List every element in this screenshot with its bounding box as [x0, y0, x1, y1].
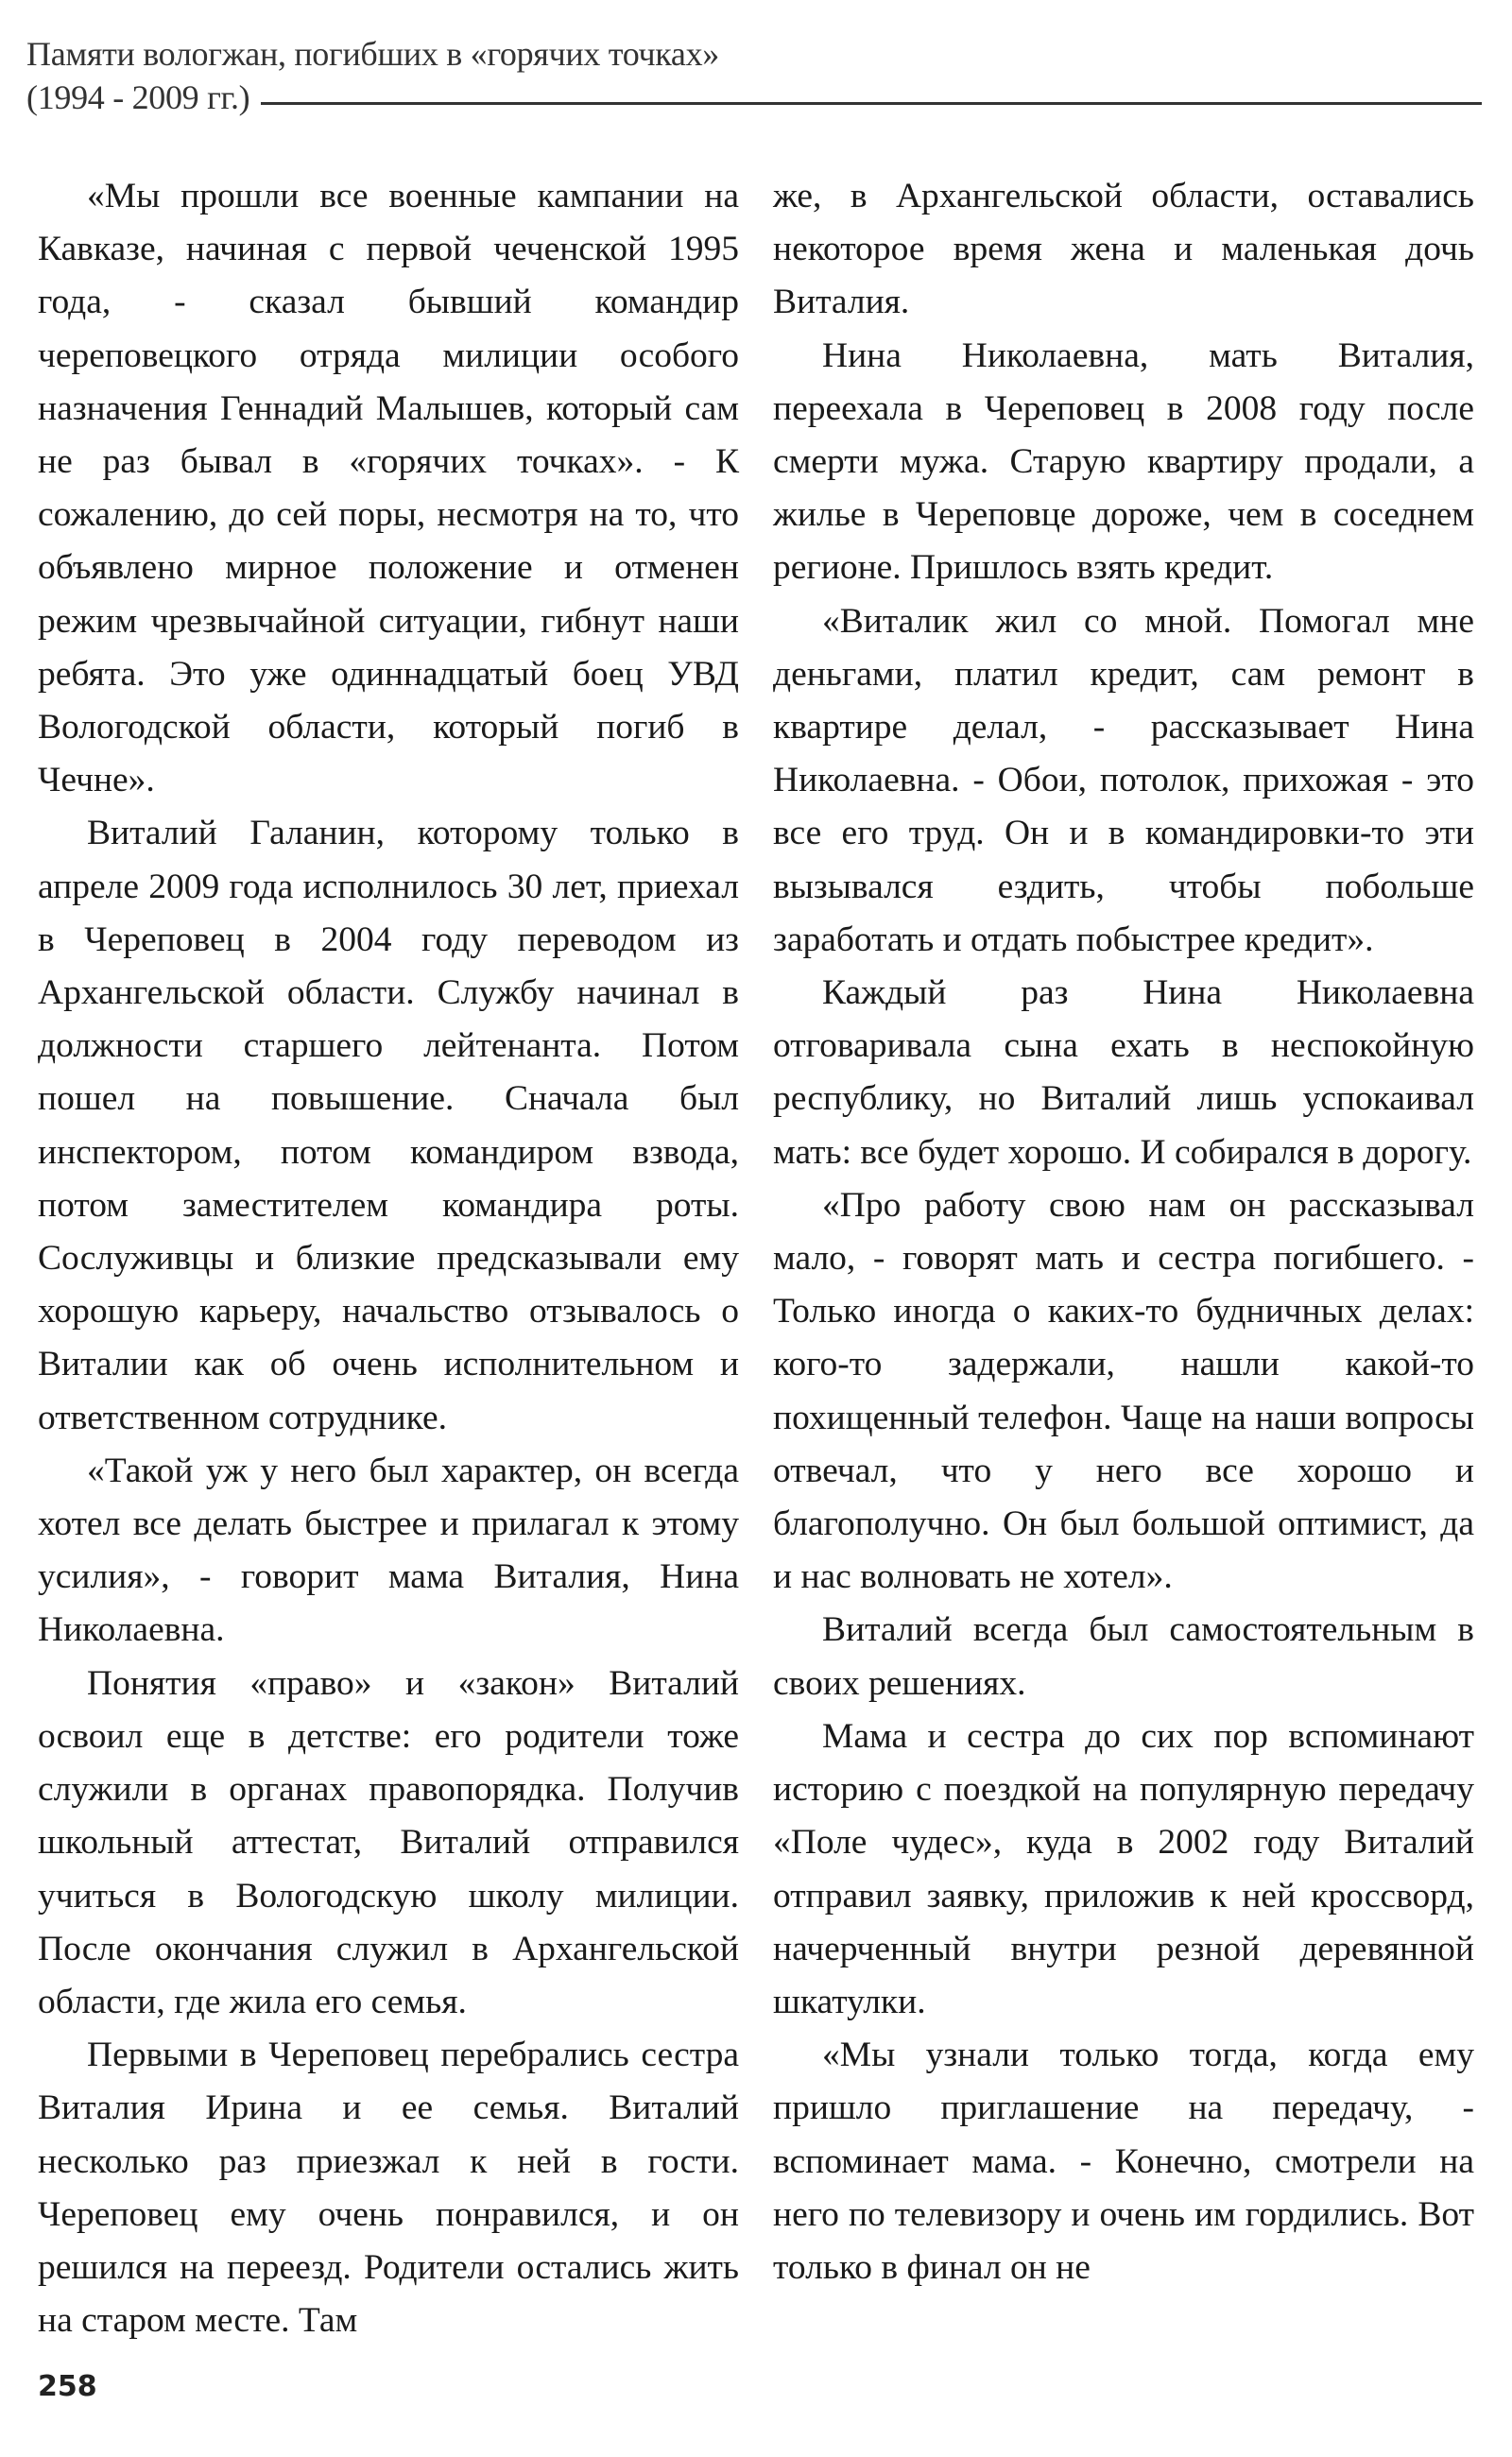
running-header: [26, 32, 1482, 119]
header-years: (1994 - 2009 гг.): [26, 78, 250, 116]
header-rule: [261, 102, 1482, 105]
left-column: [38, 170, 739, 2347]
paragraph: Виталий всегда был самостоятельным в своих решениях.: [773, 1610, 1474, 1703]
article-body: [38, 170, 1474, 2347]
paragraph: «Такой уж у него был характер, он всегда хотел все делать быстрее и прилагал к этому усилия», - говорит мама Виталия, Нина Николаевна.: [38, 1451, 739, 1650]
paragraph: «Виталик жил со мной. Помогал мне деньгами, платил кредит, сам ремонт в квартире делал, - рассказывает Нина Николаевна. - Обои, потолок, прихожая - это все его труд. Он и в командировки-то эти вызывался ездить, чтобы побольше заработать и отдать побыстрее кредит».: [773, 601, 1474, 959]
header-title: Памяти вологжан, погибших в «горячих точках»: [26, 35, 719, 73]
paragraph: «Мы прошли все военные кампании на Кавказе, начиная с первой чеченской 1995 года, - сказал бывший командир череповецкого отряда милиции особого назначения Геннадий Малышев, который сам не раз бывал в «горячих точках». - К сожалению, до сей поры, несмотря на то, что объявлено мирное положение и отменен режим чрезвычайной ситуации, гибнут наши ребята. Это уже одиннадцатый боец УВД Вологодской области, который погиб в Чечне».: [38, 177, 739, 800]
paragraph-continuation: же, в Архангельской области, оставались некоторое время жена и маленькая дочь Виталия.: [773, 177, 1474, 322]
page-number: 258: [38, 2370, 97, 2403]
right-column: [773, 170, 1474, 2347]
paragraph: Первыми в Череповец перебрались сестра Виталия Ирина и ее семья. Виталий несколько раз приезжал к ней в гости. Череповец ему очень понравился, и он решился на переезд. Родители остались жить на старом месте. Там: [38, 2036, 739, 2341]
paragraph: Мама и сестра до сих пор вспоминают историю с поездкой на популярную передачу «Поле чудес», куда в 2002 году Виталий отправил заявку, приложив к ней кроссворд, начерченный внутри резной деревянной шкатулки.: [773, 1716, 1474, 2021]
paragraph: Нина Николаевна, мать Виталия, переехала в Череповец в 2008 году после смерти мужа. Старую квартиру продали, а жилье в Череповце дороже, чем в соседнем регионе. Пришлось взять кредит.: [773, 335, 1474, 588]
header-years-line: [26, 76, 1482, 119]
paragraph: Каждый раз Нина Николаевна отговаривала сына ехать в неспокойную республику, но Виталий лишь успокаивал мать: все будет хорошо. И собирался в дорогу.: [773, 973, 1474, 1172]
paragraph: Понятия «право» и «закон» Виталий освоил еще в детстве: его родители тоже служили в органах правопорядка. Получив школьный аттестат, Виталий отправился учиться в Вологодскую школу милиции. После окончания служил в Архангельской области, где жила его семья.: [38, 1663, 739, 2021]
paragraph: Виталий Галанин, которому только в апреле 2009 года исполнилось 30 лет, приехал в Череповец в 2004 году переводом из Архангельской области. Службу начинал в должности старшего лейтенанта. Потом пошел на повышение. Сначала был инспектором, потом командиром взвода, потом заместителем командира роты. Сослуживцы и близкие предсказывали ему хорошую карьеру, начальство отзывалось о Виталии как об очень исполнительном и ответственном сотруднике.: [38, 814, 739, 1437]
paragraph: «Про работу свою нам он рассказывал мало, - говорят мать и сестра погибшего. - Только иногда о каких-то будничных делах: кого-то задержали, нашли какой-то похищенный телефон. Чаще на наши вопросы отвечал, что у него все хорошо и благополучно. Он был большой оптимист, да и нас волновать не хотел».: [773, 1185, 1474, 1597]
paragraph: «Мы узнали только тогда, когда ему пришло приглашение на передачу, - вспоминает мама. - Конечно, смотрели на него по телевизору и очень им гордились. Вот только в финал он не: [773, 2036, 1474, 2287]
